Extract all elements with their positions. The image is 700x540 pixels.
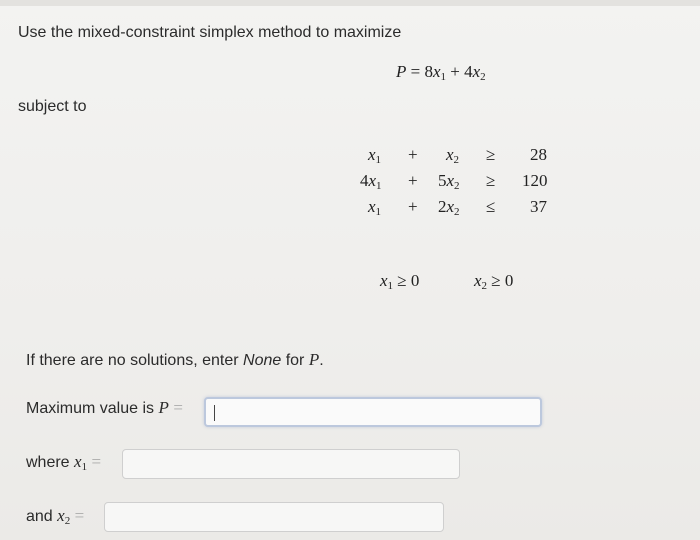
objective-function: $P = 8x_1 + 4x_2$ (396, 62, 486, 83)
max-value-input[interactable] (204, 397, 542, 427)
no-solution-instruction: If there are no solutions, enter None for P. (26, 350, 324, 369)
max-value-label: Maximum value is P = (26, 398, 183, 417)
top-divider (0, 0, 700, 6)
text-cursor (214, 405, 215, 421)
constraint-row-3: $x_1$ + $2x_2$ ≤ 37 (368, 197, 547, 218)
subject-to-label: subject to (18, 98, 87, 115)
problem-intro: Use the mixed-constraint simplex method to maximize (18, 24, 402, 41)
nonneg-x1: $x_1 \ge 0$ (380, 271, 420, 292)
constraint-row-1: $x_1$ + $x_2$ ≥ 28 (368, 145, 547, 166)
x1-input[interactable] (122, 449, 460, 479)
constraint-row-2: $4x_1$ + $5x_2$ ≥ 120 (360, 171, 548, 192)
x2-input[interactable] (104, 502, 444, 532)
nonneg-x2: $x_2 \ge 0$ (474, 271, 514, 292)
x2-label: and $x_2$ = (26, 506, 85, 527)
x1-label: where $x_1$ = (26, 452, 102, 473)
